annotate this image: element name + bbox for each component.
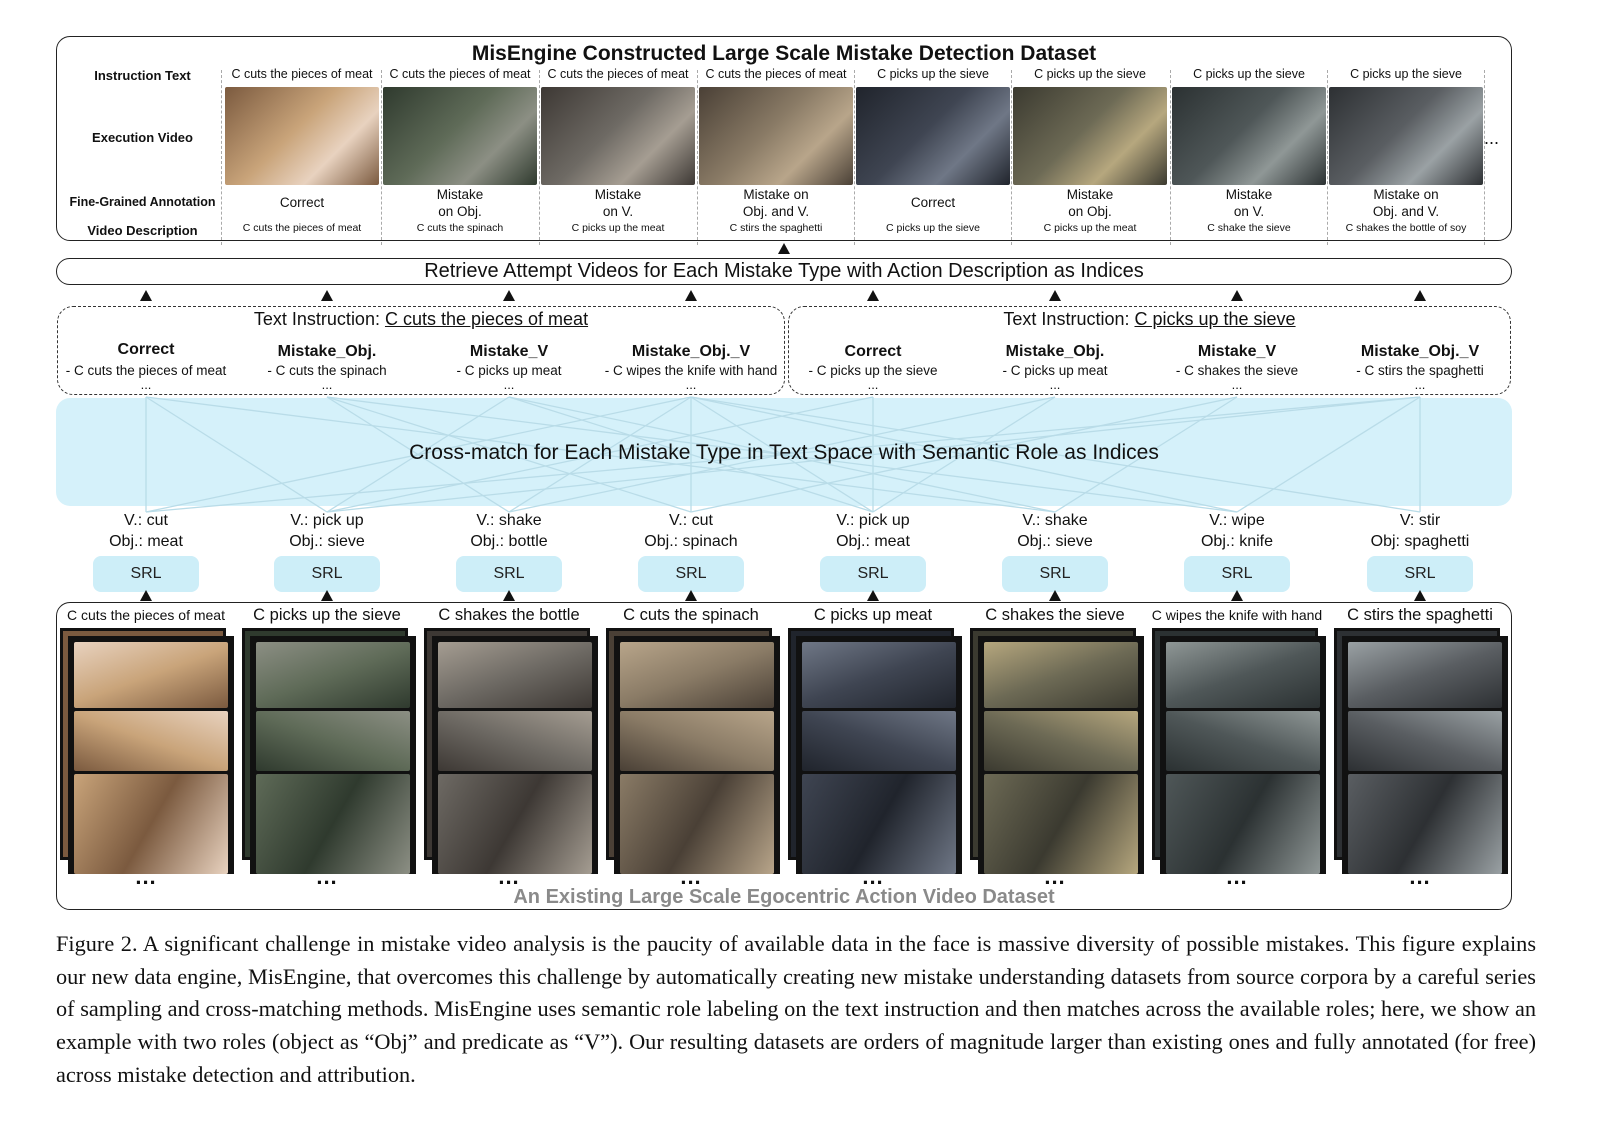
mistake-category-example: - C picks up meat — [456, 363, 562, 378]
srl-module: SRL — [1184, 556, 1290, 592]
video-frame — [438, 642, 592, 708]
video-frame — [1348, 711, 1502, 771]
fine-grained-annotation: Mistake on Obj. — [436, 187, 484, 219]
semantic-role-verb: V.: wipe — [1209, 512, 1265, 529]
video-frame — [984, 774, 1138, 874]
video-stack-ellipsis: ... — [680, 864, 702, 889]
video-stack-front — [978, 636, 1144, 874]
srl-module: SRL — [638, 556, 744, 592]
video-frame — [802, 642, 956, 708]
instruction-text: C cuts the pieces of meat — [547, 67, 689, 81]
figure-caption: Figure 2. A significant challenge in mistake video analysis is the paucity of available data in the face is massive diversity of possible mistakes. This figure explains our new data engine, MisEngine, that overcomes this challenge by automatically creating new mistake understanding datasets from source corpora by a careful series of sampling and cross-matching methods. MisEngine uses semantic role labeling on the text instruction and then matches across the available roles; here, we show an example with two roles (object as “Obj” and predicate as “V”). Our resulting datasets are orders of magnitude larger than existing ones and fully annotated (for free) across mistake detection and attribution. — [56, 931, 1536, 1087]
semantic-role-verb: V.: pick up — [836, 512, 910, 529]
role-arrow — [140, 590, 152, 601]
srl-module: SRL — [274, 556, 380, 592]
video-frame — [802, 774, 956, 874]
fine-grained-annotation: Mistake on V. — [1225, 187, 1273, 219]
role-arrow — [685, 590, 697, 601]
text-instruction-1 — [57, 309, 785, 330]
mistake-category-ellipsis: ... — [685, 377, 697, 392]
video-frame — [256, 774, 410, 874]
mistake-category-title: Mistake_Obj._V — [631, 343, 751, 360]
row-label-instruction: Instruction Text — [94, 68, 191, 83]
mistake-category-example: - C picks up the sieve — [808, 363, 938, 378]
fine-grained-annotation: Mistake on Obj. and V. — [742, 187, 810, 219]
video-frame — [1166, 711, 1320, 771]
srl-module: SRL — [456, 556, 562, 592]
mistake-category-example: - C cuts the pieces of meat — [65, 363, 227, 378]
video-stack-front — [796, 636, 962, 874]
row-label-video: Execution Video — [92, 130, 193, 145]
mistake-category-title: Correct — [844, 343, 902, 360]
mistake-category-ellipsis: ... — [1049, 377, 1061, 392]
mistake-category-title: Mistake_Obj._V — [1360, 343, 1480, 360]
source-video-label: C shakes the sieve — [985, 606, 1125, 624]
semantic-role-object: Obj.: knife — [1200, 533, 1274, 550]
semantic-role-verb: V.: pick up — [290, 512, 364, 529]
srl-module: SRL — [93, 556, 199, 592]
mistake-category-ellipsis: ... — [1414, 377, 1426, 392]
video-stack-ellipsis: ... — [1044, 864, 1066, 889]
mistake-category-ellipsis: ... — [140, 377, 152, 392]
bottom-title: An Existing Large Scale Egocentric Action Video Dataset — [513, 886, 1055, 908]
video-stack-front — [250, 636, 416, 874]
mistake-category-example: - C shakes the sieve — [1175, 363, 1299, 378]
video-frame — [802, 711, 956, 771]
fine-grained-annotation: Mistake on Obj. — [1066, 187, 1114, 219]
mistake-category-ellipsis: ... — [1231, 377, 1243, 392]
mistake-category-title: Mistake_Obj. — [277, 343, 377, 360]
instruction-text: C picks up the sieve — [1350, 67, 1462, 81]
retrieve-bar-label: Retrieve Attempt Videos for Each Mistake Type with Action Description as Indices — [424, 260, 1144, 282]
mistake-category-title: Mistake_V — [1197, 343, 1277, 360]
video-description: C cuts the pieces of meat — [242, 222, 362, 234]
video-stack-ellipsis: ... — [135, 864, 157, 889]
fine-grained-annotation: Mistake on Obj. and V. — [1372, 187, 1440, 219]
video-frame — [1348, 774, 1502, 874]
fine-grained-annotation: Correct — [910, 195, 956, 210]
video-frame — [74, 711, 228, 771]
role-arrow — [1231, 590, 1243, 601]
fine-grained-annotation: Mistake on V. — [594, 187, 642, 219]
role-arrow — [321, 590, 333, 601]
video-stack-ellipsis: ... — [1226, 864, 1248, 889]
panel-title: MisEngine Constructed Large Scale Mistake Detection Dataset — [471, 42, 1097, 65]
mistake-category-ellipsis: ... — [503, 377, 515, 392]
mistake-category-example: - C cuts the spinach — [267, 363, 387, 378]
video-description: C stirs the spaghetti — [729, 222, 823, 234]
video-frame — [74, 774, 228, 874]
role-arrow — [1049, 590, 1061, 601]
video-description: C picks up the sieve — [886, 222, 980, 234]
mistake-category-example: - C stirs the spaghetti — [1356, 363, 1484, 378]
row-label-annotation: Fine-Grained Annotation — [69, 195, 216, 209]
source-video-label: C stirs the spaghetti — [1347, 606, 1493, 624]
mistake-category-title: Correct — [117, 341, 175, 358]
source-video-label: C shakes the bottle — [438, 606, 580, 624]
semantic-role-object: Obj.: spinach — [644, 533, 738, 550]
video-frame — [984, 642, 1138, 708]
text-instruction-value-2: C picks up the sieve — [1134, 309, 1296, 329]
source-video-label: C wipes the knife with hand — [1151, 607, 1323, 623]
source-video-label: C picks up meat — [813, 606, 933, 624]
role-arrow — [503, 590, 515, 601]
video-stack-ellipsis: ... — [862, 864, 884, 889]
video-frame — [74, 642, 228, 708]
source-video-label: C cuts the spinach — [623, 606, 759, 624]
more-columns-ellipsis: ... — [1484, 128, 1500, 148]
video-frame — [620, 711, 774, 771]
semantic-role-verb: V.: shake — [476, 512, 542, 529]
semantic-role-verb: V.: cut — [669, 512, 713, 529]
video-frame — [256, 711, 410, 771]
video-description: C picks up the meat — [1043, 222, 1137, 234]
instruction-text: C cuts the pieces of meat — [389, 67, 531, 81]
video-stack-ellipsis: ... — [316, 864, 338, 889]
video-stack-front — [1342, 636, 1508, 874]
video-frame — [438, 774, 592, 874]
video-description: C picks up the meat — [571, 222, 665, 234]
text-instruction-2 — [788, 309, 1511, 330]
instruction-text: C picks up the sieve — [877, 67, 989, 81]
video-frame — [438, 711, 592, 771]
video-stack-front — [1160, 636, 1326, 874]
text-instruction-value-1: C cuts the pieces of meat — [384, 309, 589, 329]
source-video-label: C cuts the pieces of meat — [67, 607, 225, 623]
semantic-role-object: Obj.: meat — [836, 533, 910, 550]
text-instruction-prefix-2: Text Instruction: — [1003, 309, 1135, 329]
video-stack-front — [432, 636, 598, 874]
semantic-role-object: Obj.: bottle — [470, 533, 548, 550]
video-frame — [620, 774, 774, 874]
instruction-text: C picks up the sieve — [1034, 67, 1146, 81]
video-frame — [620, 642, 774, 708]
mistake-category-example: - C picks up meat — [1002, 363, 1108, 378]
video-stack-front — [614, 636, 780, 874]
srl-module: SRL — [820, 556, 926, 592]
role-arrow — [1414, 590, 1426, 601]
video-frame — [1348, 642, 1502, 708]
instruction-text: C cuts the pieces of meat — [231, 67, 373, 81]
mistake-category-example: - C wipes the knife with hand — [604, 363, 778, 378]
video-stack-front — [68, 636, 234, 874]
mistake-category-ellipsis: ... — [867, 377, 879, 392]
video-stack-ellipsis: ... — [498, 864, 520, 889]
video-frame — [984, 711, 1138, 771]
instruction-text: C cuts the pieces of meat — [705, 67, 847, 81]
text-instruction-prefix-1: Text Instruction: — [253, 309, 385, 329]
srl-module: SRL — [1002, 556, 1108, 592]
video-frame — [1166, 642, 1320, 708]
source-video-label: C picks up the sieve — [253, 606, 401, 624]
role-arrow — [867, 590, 879, 601]
semantic-role-object: Obj.: sieve — [289, 533, 365, 550]
video-stack-ellipsis: ... — [1409, 864, 1431, 889]
semantic-role-verb: V.: shake — [1022, 512, 1088, 529]
instruction-text: C picks up the sieve — [1193, 67, 1305, 81]
mistake-category-title: Mistake_V — [469, 343, 549, 360]
video-description: C shakes the bottle of soy — [1345, 222, 1467, 234]
video-frame — [1166, 774, 1320, 874]
srl-module: SRL — [1367, 556, 1473, 592]
semantic-role-verb: V: stir — [1399, 512, 1441, 529]
semantic-role-object: Obj: spaghetti — [1370, 533, 1470, 550]
semantic-role-verb: V.: cut — [124, 512, 168, 529]
video-description: C shake the sieve — [1207, 222, 1291, 234]
semantic-role-object: Obj.: meat — [109, 533, 183, 550]
mistake-category-title: Mistake_Obj. — [1005, 343, 1105, 360]
video-frame — [256, 642, 410, 708]
mistake-category-ellipsis: ... — [321, 377, 333, 392]
semantic-role-object: Obj.: sieve — [1017, 533, 1093, 550]
video-description: C cuts the spinach — [416, 222, 504, 234]
cross-match-label: Cross-match for Each Mistake Type in Text Space with Semantic Role as Indices — [409, 441, 1159, 464]
fine-grained-annotation: Correct — [279, 195, 325, 210]
row-label-description: Video Description — [87, 223, 198, 238]
